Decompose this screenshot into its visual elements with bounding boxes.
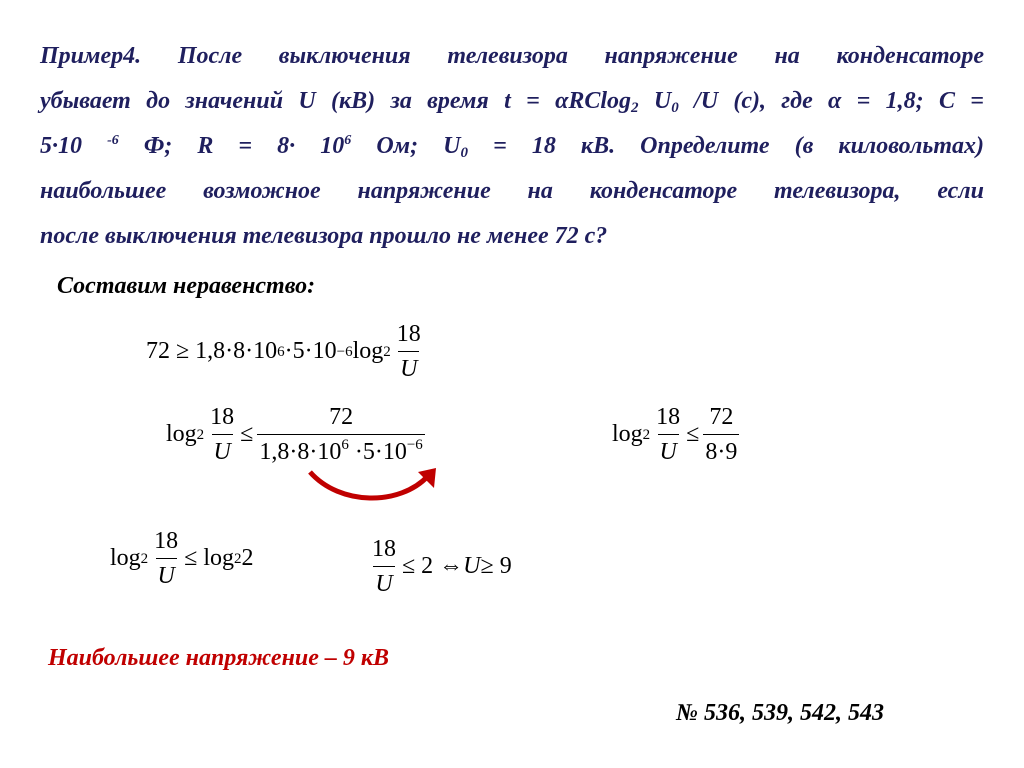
fraction-72-over-product: $\frac{72}{1,8\cdot 8\cdot 10^6 \cdot 5\cdot 10^{-6}}$ — [259, 404, 423, 465]
curved-arrow-icon — [300, 460, 450, 510]
fraction-72-over-72: $\frac{72}{8\cdot 9}$ — [705, 404, 738, 465]
fraction-18-over-u: $\frac{18}{U}$ — [396, 321, 421, 382]
exercise-references: № 536, 539, 542, 543 — [676, 700, 884, 726]
fraction-18-over-u: $\frac{18}{U}$ — [372, 536, 396, 597]
inequality-4: log 2 $\frac{18}{U}$ ≤ log 2 2 — [110, 528, 254, 589]
problem-line-3: 5·10 $^{-6}$ Ф; $R = 8\cdot 10^6$ Ом; $U_0 = 18$ кВ. Определите (в киловольтах) — [40, 133, 985, 161]
answer-text: Наибольшее напряжение – 9 кВ — [48, 645, 390, 671]
problem-line-1: Пример4. После выключения телевизора напряжение на конденсаторе — [40, 43, 984, 69]
inequality-2: log 2 $\frac{18}{U}$ ≤ $\frac{72}{1,8\cdot 8\cdot 10^6 \cdot 5\cdot 10^{-6}}$ — [166, 404, 423, 465]
fraction-18-over-u: $\frac{18}{U}$ — [154, 528, 179, 589]
problem-line-2: убывает до значений U (кВ) за время t = αRClog$_2$ $U_0$ /U (с), где α = 1,8; C = — [40, 88, 984, 116]
inequality-3: log 2 $\frac{18}{U}$ ≤ $\frac{72}{8\cdot 9}$ — [612, 404, 738, 465]
problem-line-5: после выключения телевизора прошло не менее 72 с? — [40, 223, 608, 249]
inequality-1: 72 ≥ 1,8·8·10 6 ·5·10 −6 log 2 $\frac{18}{U}$ — [146, 321, 421, 382]
problem-line-4: наибольшее возможное напряжение на конденсаторе телевизора, если — [40, 178, 984, 204]
fraction-18-over-u: $\frac{18}{U}$ — [210, 404, 235, 465]
fraction-18-over-u: $\frac{18}{U}$ — [656, 404, 681, 465]
problem-statement — [40, 34, 984, 259]
inequality-5: $\frac{18}{U}$ ≤ 2 ⇔ U ≥ 9 — [372, 536, 512, 597]
section-heading: Составим неравенство: — [57, 273, 316, 299]
